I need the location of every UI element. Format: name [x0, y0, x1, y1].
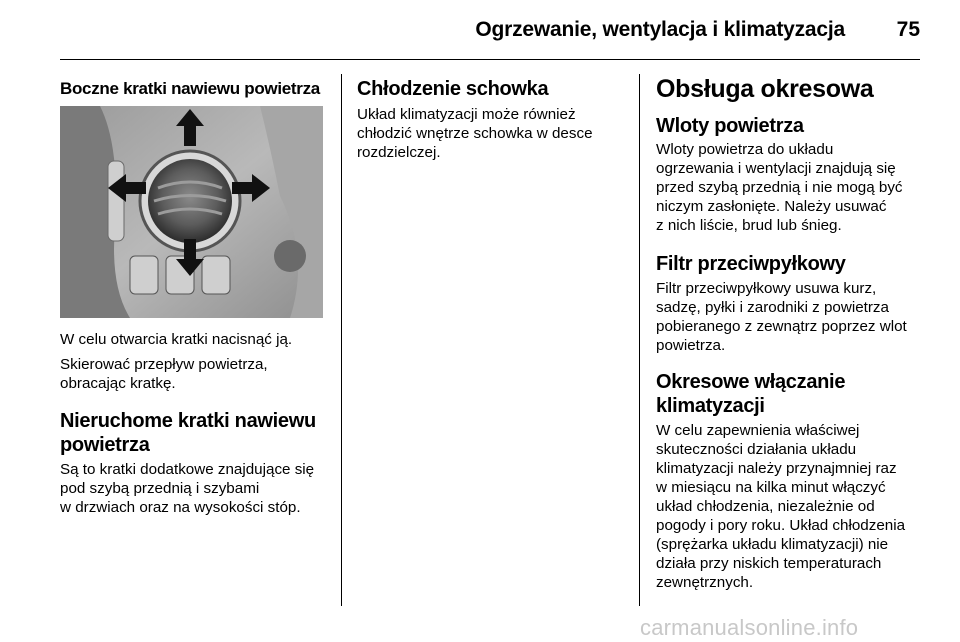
page-header-title: Ogrzewanie, wentylacja i klimatyzacja: [475, 18, 845, 41]
heading-fixed-vents: [60, 409, 316, 457]
paragraph-pollen-filter: [656, 279, 907, 355]
text-line: skuteczności działania układu: [656, 441, 857, 458]
heading-periodic-ac: [656, 370, 845, 418]
text-line: rozdzielczej.: [357, 144, 441, 161]
paragraph-glovebox-cooling: [357, 105, 593, 162]
text-line: w miesiącu na kilka minut włączyć: [656, 479, 886, 496]
heading-pollen-filter: Filtr przeciwpyłkowy: [656, 253, 846, 275]
text-line: pogody i pory roku. Układ chłodzenia: [656, 517, 906, 534]
watermark: carmanualsonline.info: [640, 615, 859, 640]
heading-side-vents: Boczne kratki nawiewu powietrza: [60, 79, 320, 98]
text-line: w drzwiach oraz na wysokości stóp.: [60, 499, 301, 516]
text-line: Są to kratki dodatkowe znajdujące się: [60, 461, 315, 478]
text-line: Układ klimatyzacji może również: [357, 106, 576, 123]
text-line: pobieranego z zewnątrz poprzez wlot: [656, 318, 907, 335]
text-line: Filtr przeciwpyłkowy usuwa kurz,: [656, 280, 877, 297]
text-line: W celu zapewnienia właściwej: [656, 422, 860, 439]
side-vent-illustration: [60, 106, 323, 318]
heading-line: klimatyzacji: [656, 395, 765, 417]
text-line: obracając kratkę.: [60, 375, 176, 392]
heading-line: Nieruchome kratki nawiewu: [60, 410, 316, 432]
text-line: (sprężarka układu klimatyzacji) nie: [656, 536, 889, 553]
heading-maintenance: Obsługa okresowa: [656, 75, 874, 103]
text-line: niczym zasłonięte. Należy usuwać: [656, 198, 887, 215]
text-line: pod szybą przednią i szybami: [60, 480, 260, 497]
column-divider-1: [341, 74, 342, 606]
paragraph-open-vent: W celu otwarcia kratki nacisnąć ją.: [60, 331, 293, 348]
text-line: układ chłodzenia, niezależnie od: [656, 498, 875, 515]
paragraph-periodic-ac: [656, 421, 905, 592]
paragraph-fixed-vents: [60, 460, 314, 517]
heading-line: powietrza: [60, 434, 150, 456]
column-divider-2: [639, 74, 640, 606]
text-line: sadzę, pyłki i zarodniki z powietrza: [656, 299, 889, 316]
page-number: 75: [896, 18, 920, 41]
heading-air-intakes: Wloty powietrza: [656, 115, 804, 137]
text-line: z nich liście, brud lub śnieg.: [656, 217, 842, 234]
text-line: Skierować przepływ powietrza,: [60, 356, 268, 373]
text-line: klimatyzacji należy przynajmniej raz: [656, 460, 897, 477]
paragraph-air-intakes: [656, 140, 903, 235]
text-line: chłodzić wnętrze schowka w desce: [357, 125, 593, 142]
text-line: zewnętrznych.: [656, 574, 754, 591]
text-line: działa przy niskich temperaturach: [656, 555, 882, 572]
text-line: Wloty powietrza do układu: [656, 141, 834, 158]
text-line: powietrza.: [656, 337, 726, 354]
header-rule: [60, 59, 920, 60]
text-line: przed szybą przednią i nie mogą być: [656, 179, 903, 196]
text-line: ogrzewania i wentylacji znajdują się: [656, 160, 896, 177]
paragraph-direct-airflow: [60, 355, 268, 393]
heading-glovebox-cooling: Chłodzenie schowka: [357, 78, 549, 100]
heading-line: Okresowe włączanie: [656, 371, 846, 393]
